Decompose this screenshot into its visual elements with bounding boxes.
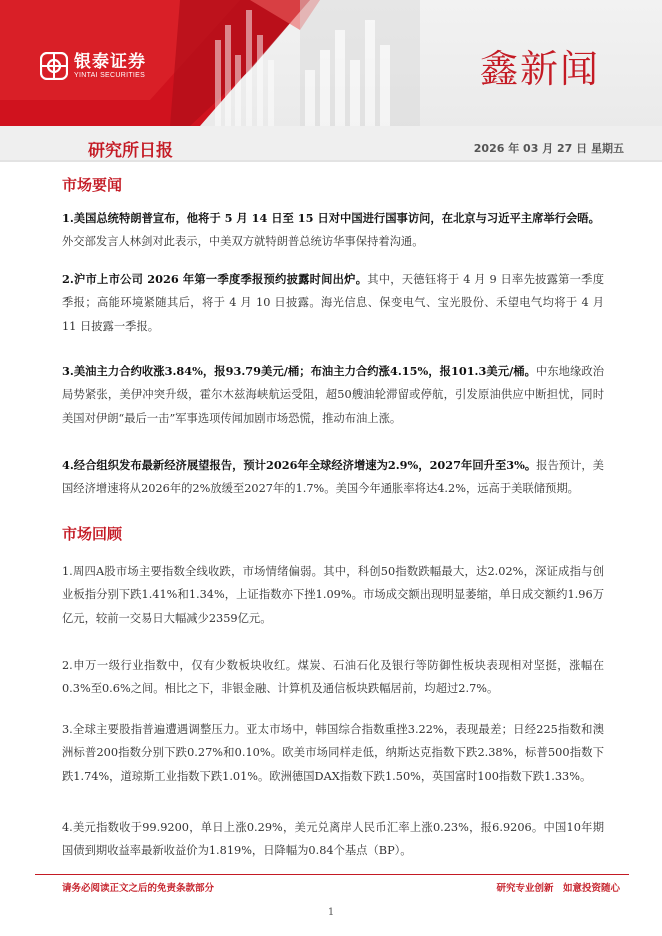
yintai-logo bbox=[40, 52, 146, 80]
news-item-2 bbox=[62, 268, 604, 338]
logo-cn: 银泰证券 bbox=[74, 51, 146, 72]
brand-title: 鑫新闻 bbox=[479, 47, 600, 91]
logo-en: YINTAI SECURITIES bbox=[74, 71, 146, 79]
review-item-4: 4.美元指数收于99.9200，单日上涨0.29%，美元兑离岸人民币汇率上涨0.23%，报6.9206。中国10年期国债到期收益率最新收益价为1.819%，日降幅为0.84个基点（BP）。 bbox=[62, 821, 604, 858]
report-date: 2026 年 03 月 27 日 星期五 bbox=[473, 142, 624, 155]
disclaimer-notice: 请务必阅读正文之后的免责条款部分 bbox=[62, 883, 215, 894]
news-item-1-body: 外交部发言人林剑对此表示，中美双方就特朗普总统访华事保持着沟通。 bbox=[62, 235, 424, 249]
market-review-heading: 市场回顾 bbox=[62, 525, 123, 543]
market-news-heading: 市场要闻 bbox=[62, 176, 123, 194]
page-number: 1 bbox=[327, 907, 335, 918]
news-item-2-body: 其中，天德钰将于 4 月 9 日率先披露第一季度季报；高能环境紧随其后，将于 4 月 10 日披露。海光信息、保变电气、宝光股份、禾望电气均将于 4 月 11 日披露一季报。 bbox=[62, 273, 604, 333]
footer-slogan: 研究专业创新 如意投资随心 bbox=[496, 883, 620, 894]
news-item-1-headline: 1.美国总统特朗普宣布，他将于 5 月 14 日至 15 日对中国进行国事访问，在北京与习近平主席举行会晤。 bbox=[62, 211, 600, 225]
news-item-2-headline: 2.沪市上市公司 2026 年第一季度季报预约披露时间出炉。 bbox=[62, 272, 368, 286]
review-item-1: 1.周四A股市场主要指数全线收跌，市场情绪偏弱。其中，科创50指数跌幅最大，达2.02%，深证成指与创业板指分别下跌1.41%和1.34%，上证指数亦下挫1.09%。市场成交额出现明显萎缩，单日成交额约1.96万亿元，较前一交易日大幅减少2359亿元。 bbox=[62, 565, 604, 625]
news-item-3-body: 中东地缘政治局势紧张，美伊冲突升级，霍尔木兹海峡航运受阻，超50艘油轮滞留或停航，引发原油供应中断担忧，同时美国对伊朗“最后一击”军事选项传闻加剧市场恐慌，推动布油上涨。 bbox=[62, 365, 604, 425]
news-item-3 bbox=[62, 360, 604, 430]
report-section-label: 研究所日报 bbox=[88, 141, 173, 161]
news-item-3-headline: 3.美油主力合约收涨3.84%，报93.79美元/桶；布油主力合约涨4.15%，报101.3美元/桶。 bbox=[62, 364, 536, 378]
news-item-4-headline: 4.经合组织发布最新经济展望报告，预计2026年全球经济增速为2.9%，2027年回升至3%。 bbox=[62, 458, 537, 472]
news-item-1 bbox=[62, 207, 604, 254]
review-item-3: 3.全球主要股指普遍遭遇调整压力。亚太市场中，韩国综合指数重挫3.22%，表现最差；日经225指数和澳洲标普200指数分别下跌0.27%和0.10%。欧美市场同样走低，纳斯达克指数下跌2.38%，标普500指数下跌1.74%，道琼斯工业指数下跌1.01%。欧洲德国DAX指数下跌1.50%，英国富时100指数下跌1.33%。 bbox=[62, 723, 604, 783]
footer-divider bbox=[35, 874, 629, 875]
news-item-4 bbox=[62, 454, 604, 501]
news-item-4-body: 报告预计，美国经济增速将从2026年的2%放缓至2027年的1.7%。美国今年通胀率将达4.2%，远高于美联储预期。 bbox=[62, 459, 604, 496]
yintai-logo-icon bbox=[40, 52, 68, 80]
review-item-2: 2.申万一级行业指数中，仅有少数板块收红。煤炭、石油石化及银行等防御性板块表现相对坚挺，涨幅在0.3%至0.6%之间。相比之下，非银金融、计算机及通信板块跌幅居前，均超过2.7%。 bbox=[62, 659, 604, 696]
